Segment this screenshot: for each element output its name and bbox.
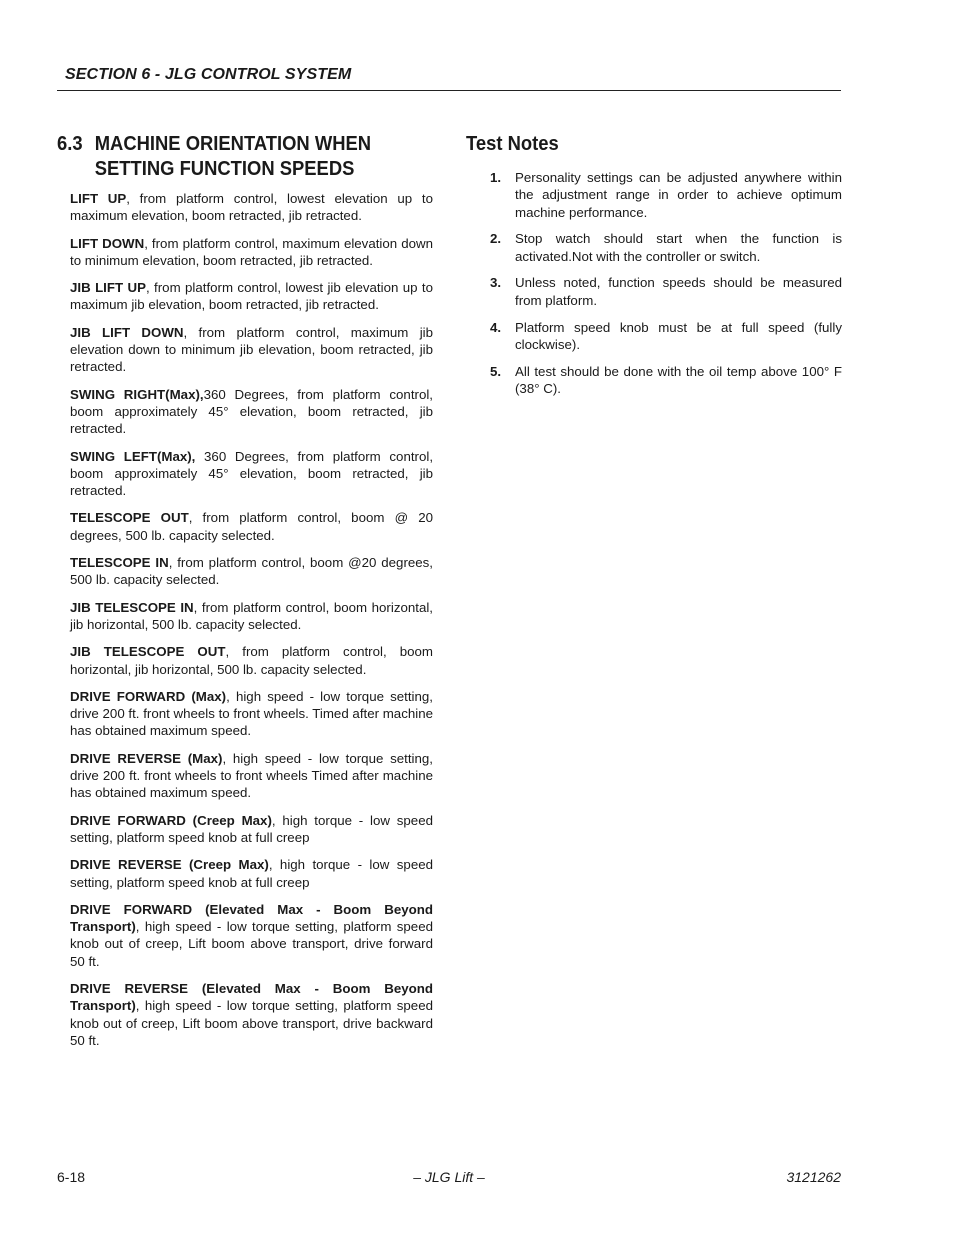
entry-text: , from platform control, lowest elevation up to maximum elevation, boom retracted, jib retracted. bbox=[70, 191, 433, 224]
entry-text: , from platform control, maximum elevation down to minimum elevation, boom retracted, jib retracted. bbox=[70, 235, 433, 268]
footer-brand: – JLG Lift – bbox=[413, 1169, 485, 1185]
entry-text: , from platform control, boom @20 degrees, 500 lb. capacity selected. bbox=[70, 555, 433, 588]
entry-lift-down bbox=[70, 235, 433, 270]
note-text: Platform speed knob must be at full speed (fully clockwise). bbox=[515, 319, 842, 352]
entry-text: , from platform control, boom horizontal, jib horizontal, 500 lb. capacity selected. bbox=[70, 599, 433, 632]
page-header bbox=[57, 62, 841, 91]
entry-swing-right bbox=[70, 386, 433, 438]
page-number: 6-18 bbox=[57, 1169, 86, 1185]
entry-jib-lift-down bbox=[70, 324, 433, 376]
entry-term: DRIVE FORWARD (Creep Max) bbox=[70, 812, 272, 828]
test-notes-heading: Test Notes bbox=[466, 133, 559, 155]
section-number: 6.3 bbox=[57, 133, 83, 155]
note-text: Unless noted, function speeds should be measured from platform. bbox=[515, 275, 842, 308]
entry-swing-left bbox=[70, 448, 433, 500]
entry-jib-lift-up bbox=[70, 279, 433, 314]
entry-text: , high speed - low torque setting, drive 200 ft. front wheels to front wheels. Timed after machine has obtained maximum speed. bbox=[70, 688, 433, 739]
entry-lift-up bbox=[70, 190, 433, 225]
note-text: All test should be done with the oil temp above 100° F (38° C). bbox=[515, 363, 842, 396]
entry-term: TELESCOPE OUT bbox=[70, 510, 189, 526]
section-heading bbox=[57, 132, 434, 182]
entry-text: 360 Degrees, from platform control, boom approximately 45° elevation, boom retracted, jib retracted. bbox=[70, 448, 434, 499]
note-number: 2. bbox=[490, 231, 502, 247]
entry-text: , from platform control, maximum jib elevation down to minimum jib elevation, boom retracted, jib retracted. bbox=[70, 324, 433, 375]
list-item bbox=[466, 363, 842, 398]
entry-jib-telescope-in bbox=[70, 599, 433, 634]
note-text: Personality settings can be adjusted anywhere within the adjustment range in order to achieve optimum machine performance. bbox=[515, 170, 842, 220]
entry-drive-forward-elevated bbox=[70, 901, 433, 970]
section-header-title: SECTION 6 - JLG CONTROL SYSTEM bbox=[65, 66, 352, 83]
list-item bbox=[466, 169, 842, 221]
entry-term: LIFT DOWN bbox=[70, 235, 145, 251]
entry-term: JIB LIFT UP bbox=[70, 280, 146, 296]
entry-term: JIB LIFT DOWN bbox=[70, 324, 184, 340]
entry-term: SWING LEFT(Max), bbox=[70, 448, 196, 464]
entry-text: , from platform control, lowest jib elevation up to maximum jib elevation, boom retracted, jib retracted. bbox=[70, 280, 433, 313]
entry-term: DRIVE FORWARD (Elevated Max - Boom Beyond Transport) bbox=[70, 901, 433, 935]
note-number: 4. bbox=[490, 319, 502, 335]
section-title: MACHINE ORIENTATION WHEN SETTING FUNCTION SPEEDS bbox=[94, 133, 372, 180]
list-item bbox=[466, 230, 842, 265]
entry-drive-reverse-creep bbox=[70, 856, 433, 891]
list-item bbox=[466, 319, 842, 354]
note-text: Stop watch should start when the function is activated.Not with the controller or switch. bbox=[515, 231, 842, 264]
entry-term: SWING RIGHT(Max), bbox=[70, 386, 204, 402]
test-notes-list bbox=[466, 169, 842, 397]
note-number: 5. bbox=[490, 363, 502, 379]
entry-text: , high torque - low speed setting, platform speed knob at full creep bbox=[70, 857, 433, 890]
left-column bbox=[57, 132, 433, 1059]
entry-telescope-out bbox=[70, 509, 433, 544]
note-number: 1. bbox=[490, 170, 502, 185]
entry-term: DRIVE REVERSE (Elevated Max - Boom Beyond Transport) bbox=[70, 980, 433, 1014]
entry-term: DRIVE FORWARD (Max) bbox=[70, 688, 227, 704]
entry-telescope-in bbox=[70, 554, 433, 589]
entry-text: , from platform control, boom horizontal, jib horizontal, 500 lb. capacity selected. bbox=[70, 644, 433, 677]
entry-drive-reverse-elevated bbox=[70, 980, 433, 1049]
entry-term: DRIVE REVERSE (Creep Max) bbox=[70, 857, 269, 873]
right-column bbox=[466, 132, 842, 407]
document-number: 3121262 bbox=[786, 1169, 841, 1185]
list-item bbox=[466, 274, 842, 309]
entry-text: , high speed - low torque setting, platform speed knob out of creep, Lift boom above transport, drive backward 50 ft. bbox=[70, 998, 433, 1048]
entry-term: DRIVE REVERSE (Max) bbox=[70, 750, 223, 766]
entry-jib-telescope-out bbox=[70, 643, 433, 678]
entry-drive-reverse-max bbox=[70, 750, 433, 802]
entry-text: , high speed - low torque setting, platform speed knob out of creep, Lift boom above transport, drive forward 50 ft. bbox=[70, 919, 433, 969]
entry-drive-forward-max bbox=[70, 688, 433, 740]
entry-term: JIB TELESCOPE IN bbox=[70, 599, 194, 615]
entry-text: , from platform control, boom @ 20 degrees, 500 lb. capacity selected. bbox=[70, 510, 433, 543]
entry-term: TELESCOPE IN bbox=[70, 555, 169, 571]
entry-term: JIB TELESCOPE OUT bbox=[70, 644, 226, 660]
entry-term: LIFT UP bbox=[70, 191, 127, 206]
entry-text: , high speed - low torque setting, drive 200 ft. front wheels to front wheels Timed after machine has obtained maximum speed. bbox=[70, 750, 433, 801]
entry-text: , high torque - low speed setting, platform speed knob at full creep bbox=[70, 812, 433, 845]
entry-text: 360 Degrees, from platform control, boom approximately 45° elevation, boom retracted, jib retracted. bbox=[70, 386, 433, 437]
entry-drive-forward-creep bbox=[70, 812, 433, 847]
function-speed-list bbox=[70, 190, 433, 1049]
note-number: 3. bbox=[490, 275, 502, 291]
